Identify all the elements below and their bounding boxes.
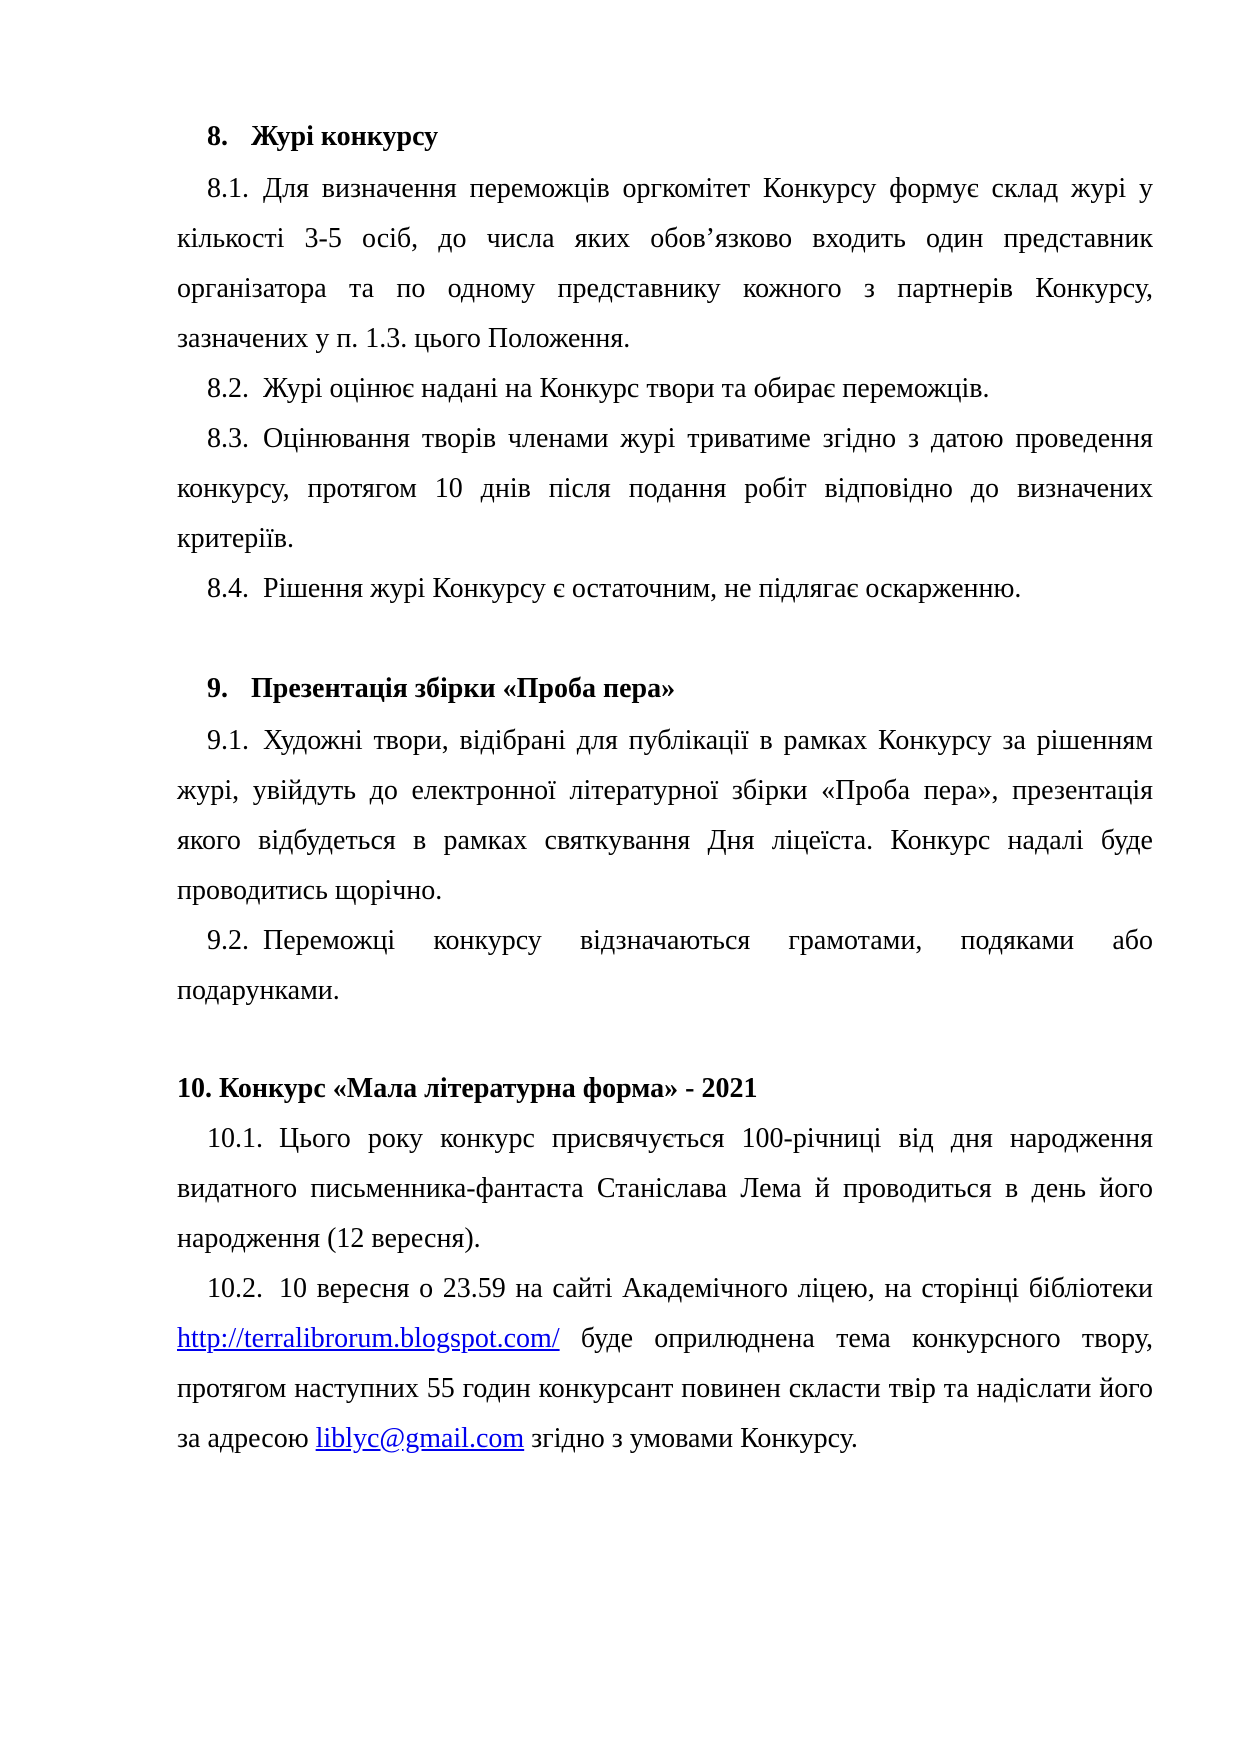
paragraph-number: 8.3. [207, 423, 249, 454]
paragraph-number: 8.4. [207, 573, 249, 604]
paragraph-text: Рішення журі Конкурсу є остаточним, не підлягає оскарженню. [263, 573, 1022, 604]
paragraph-8-3 [177, 414, 1153, 564]
paragraph-number: 9.2. [207, 925, 249, 956]
paragraph-8-4 [177, 564, 1153, 614]
paragraph-9-2 [177, 916, 1153, 1016]
paragraph-number: 8.2. [207, 373, 249, 404]
paragraph-8-1 [177, 164, 1153, 364]
section-number: 9. [207, 673, 228, 704]
paragraph-10-2 [177, 1264, 1153, 1464]
paragraph-text: Цього року конкурс присвячується 100-річниці від дня народження видатного письменника-фантаста Станіслава Лема й проводиться в день його народження (12 вересня). [177, 1123, 1153, 1254]
paragraph-text: Для визначення переможців оргкомітет Конкурсу формує склад журі у кількості 3-5 осіб, до числа яких обов’язково входить один представник організатора та по одному представнику кожного з партнерів Конкурсу, зазначених у п. 1.3. цього Положення. [177, 173, 1153, 354]
paragraph-number: 10.2. [207, 1273, 263, 1304]
paragraph-text: згідно з умовами Конкурсу. [531, 1423, 858, 1454]
section-10-heading [177, 1064, 1153, 1114]
email-link[interactable]: liblyc@gmail.com [315, 1423, 525, 1454]
section-title: Журі конкурсу [251, 121, 439, 152]
section-title: Презентація збірки «Проба пера» [251, 673, 676, 704]
paragraph-text: Оцінювання творів членами журі триватиме згідно з датою проведення конкурсу, протягом 10 днів після подання робіт відповідно до визначених критеріїв. [177, 423, 1153, 554]
paragraph-8-2 [177, 364, 1153, 414]
paragraph-text: Художні твори, відібрані для публікації в рамках Конкурсу за рішенням журі, увійдуть до електронної літературної збірки «Проба пера», презентація якого відбудеться в рамках святкування Дня ліцеїста. Конкурс надалі буде проводитись щорічно. [177, 725, 1153, 906]
paragraph-number: 9.1. [207, 725, 249, 756]
paragraph-text: Журі оцінює надані на Конкурс твори та обирає переможців. [263, 373, 990, 404]
blog-link[interactable]: http://terralibrorum.blogspot.com/ [177, 1323, 560, 1354]
paragraph-text: буде оприлюднена тема конкурсного твору, протягом наступних 55 годин конкурсант повинен скласти твір та надіслати його за адресою [177, 1323, 1154, 1454]
paragraph-text: 10 вересня о 23.59 на сайті Академічного ліцею, на сторінці бібліотеки [279, 1273, 1153, 1304]
section-number: 8. [207, 121, 228, 152]
paragraph-9-1 [177, 716, 1153, 916]
paragraph-10-1 [177, 1114, 1153, 1264]
paragraph-text: Переможці конкурсу відзначаються грамотами, подяками або подарунками. [177, 925, 1153, 1006]
section-8-heading [177, 112, 1183, 162]
section-9-heading [177, 664, 1183, 714]
section-title: 10. Конкурс «Мала літературна форма» - 2021 [177, 1073, 758, 1104]
paragraph-number: 8.1. [207, 173, 249, 204]
paragraph-number: 10.1. [207, 1123, 263, 1154]
